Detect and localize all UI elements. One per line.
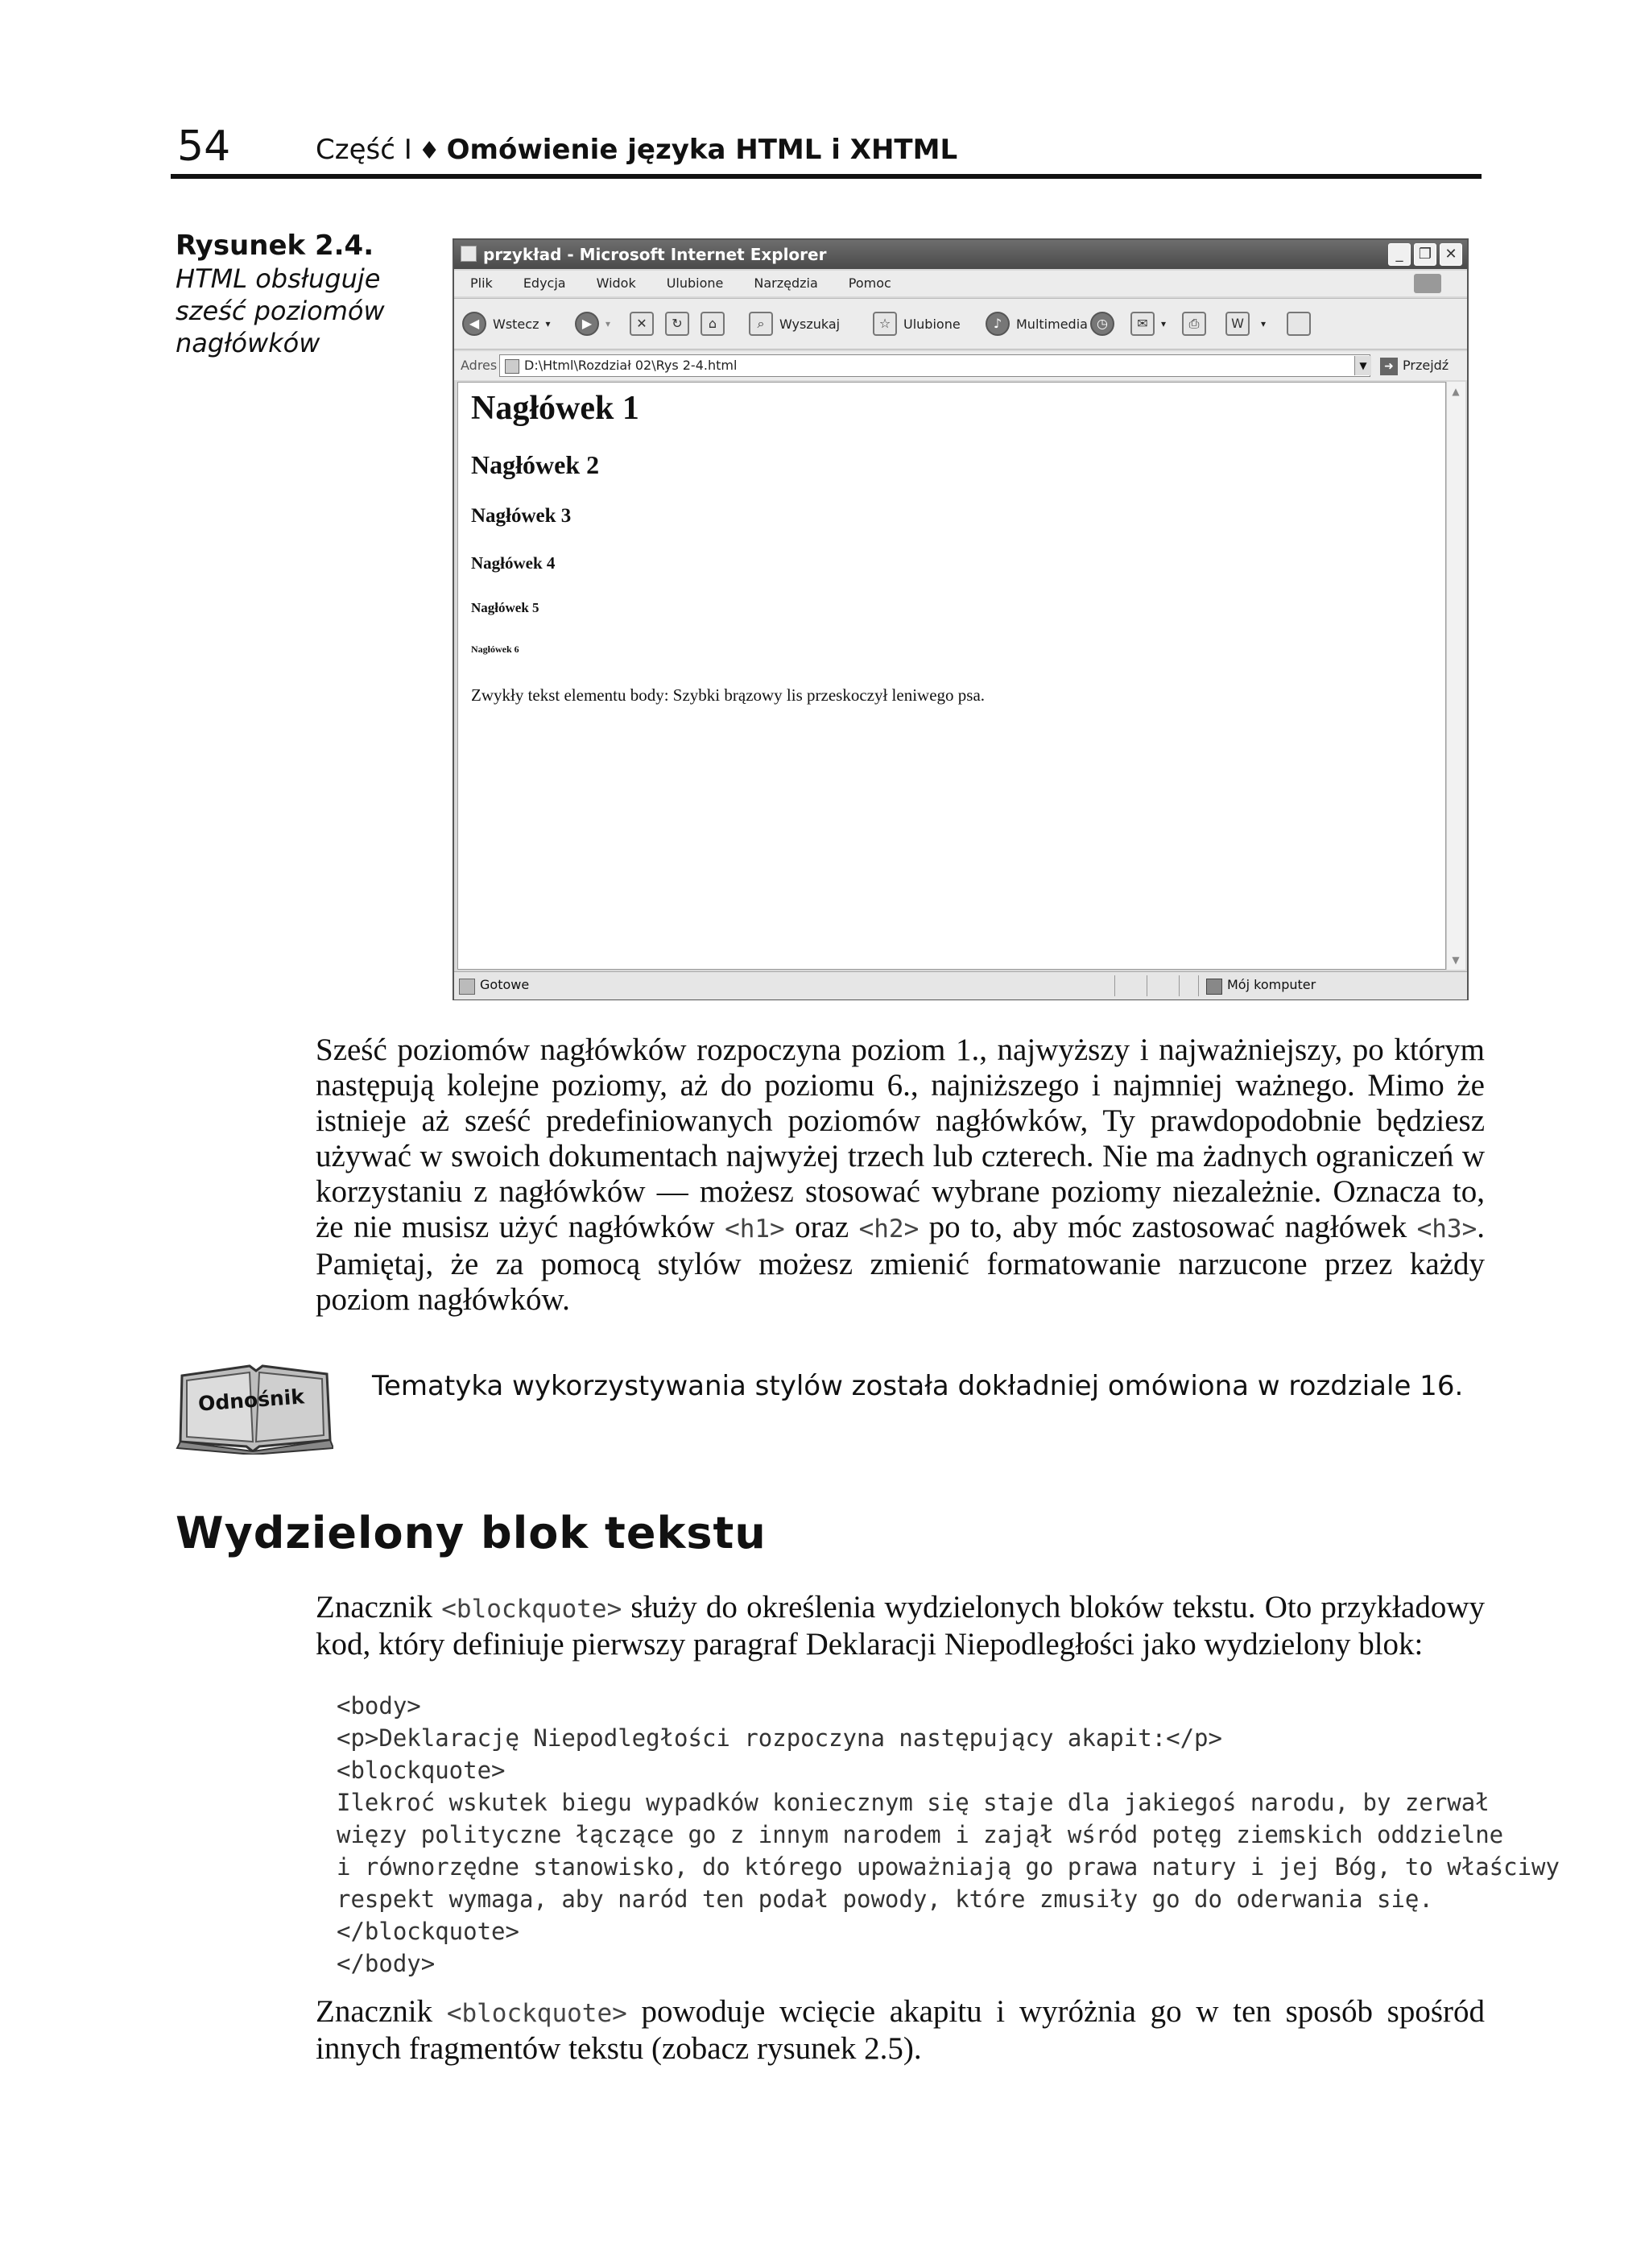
menu-ulubione[interactable]: Ulubione <box>666 275 724 291</box>
status-bar <box>454 971 1467 999</box>
browser-content <box>457 382 1446 970</box>
refresh-button[interactable] <box>665 310 696 337</box>
maximize-icon[interactable]: ❐ <box>1414 243 1436 266</box>
heading-4: Nagłówek 4 <box>471 553 556 573</box>
word-icon: W <box>1225 312 1250 336</box>
status-divider <box>1114 975 1115 996</box>
back-label: Wstecz <box>493 316 539 332</box>
code-h3: <h3> <box>1416 1215 1477 1244</box>
blank-page-icon <box>1287 312 1311 336</box>
stop-button[interactable] <box>630 310 660 337</box>
menu-plik[interactable]: Plik <box>470 275 493 291</box>
scroll-up-icon[interactable]: ▲ <box>1452 386 1460 397</box>
go-arrow-icon: ➜ <box>1380 358 1398 375</box>
text-run: Znacznik <box>316 1994 447 2029</box>
code-h2: <h2> <box>858 1215 920 1244</box>
printer-icon: ⎙ <box>1182 312 1206 336</box>
paragraph-blockquote-effect <box>316 1994 1485 2067</box>
go-button[interactable] <box>1380 356 1449 375</box>
address-label: Adres <box>461 358 498 373</box>
menu-narzedzia[interactable]: Narzędzia <box>754 275 818 291</box>
heading-2: Nagłówek 2 <box>471 450 600 479</box>
text-run: służy do określenia wydzielonych bloków tekstu. Oto przykładowy kod, który definiuje pierwszy paragraf Deklaracji Niepodległości jako wydzielony blok: <box>316 1590 1485 1662</box>
history-icon: ◷ <box>1090 312 1114 336</box>
diamond-separator: ♦ <box>418 137 440 165</box>
mail-icon: ✉ <box>1130 312 1155 336</box>
media-button[interactable] <box>986 310 1088 337</box>
note-text: Tematyka wykorzystywania stylów została dokładniej omówiona w rozdziale 16. <box>372 1370 1464 1402</box>
text-run: . Pamiętaj, że za pomocą stylów możesz zmienić formatowanie narzucone przez każdy poziom nagłówków. <box>316 1210 1485 1317</box>
mail-button[interactable]: ✉ ▾ <box>1130 310 1166 337</box>
paragraph-headings <box>316 1033 1485 1318</box>
code-blockquote: <blockquote> <box>446 1999 627 2028</box>
header-rule <box>171 174 1482 179</box>
page-done-icon <box>459 979 475 995</box>
search-icon: ⌕ <box>749 312 773 336</box>
figure-caption-text: HTML obsługuje sześć poziomów nagłówków <box>176 263 385 358</box>
browser-window <box>453 238 1469 1000</box>
home-button[interactable] <box>701 310 731 337</box>
text-run: po to, aby móc zastosować nagłówek <box>919 1210 1417 1244</box>
heading-1: Nagłówek 1 <box>471 390 639 427</box>
forward-button[interactable]: ▶ ▾ <box>575 310 610 337</box>
text-run: oraz <box>784 1210 859 1244</box>
body-text: Zwykły tekst elementu body: Szybki brązowy lis przeskoczył leniwego psa. <box>471 685 986 705</box>
text-run: powoduje wcięcie akapitu i wyróżnia go w ten sposób spośród innych fragmentów tekstu (zobacz rysunek 2.5). <box>316 1994 1485 2066</box>
address-bar <box>454 351 1467 380</box>
browser-toolbar <box>454 298 1467 350</box>
browser-title: przykład - Microsoft Internet Explorer <box>483 245 827 264</box>
code-listing: <body> <p>Deklarację Niepodległości rozpoczyna następujący akapit:</p> <blockquote> Ilekroć wskutek biegu wypadków koniecznym się staje dla jakiegoś narodu, by zerwał więzy polityczne łączące go z innym narodem i zajął wśród potęg ziemskich oddzielne i równorzędne stanowisko, do którego upoważniają go prawa natury i jej Bóg, to właściwy respekt wymaga, aby naród ten podał powody, które zmusiły go do oderwania się. </blockquote> </body> <box>337 1692 1560 1977</box>
book-title: Omówienie języka HTML i XHTML <box>446 134 958 166</box>
address-input[interactable] <box>499 354 1370 377</box>
heading-3: Nagłówek 3 <box>471 505 572 527</box>
heading-5: Nagłówek 5 <box>471 600 539 615</box>
text-run: Sześć poziomów nagłówków rozpoczyna poziom 1., najwyższy i najważniejszy, po którym następują kolejne poziomy, aż do poziomu 6., najniższego i najmniej ważnego. Mimo że istnieje aż sześć predefiniowanych poziomów nagłówków, Ty prawdopodobnie będziesz używać w swoich dokumentach najwyżej trzech lub czterech. Nie ma żadnych ograniczeń w korzystaniu z nagłówków — możesz stosować wybrane poziomy niezależnie. Oznacza to, że nie musisz użyć nagłówków <box>316 1033 1485 1244</box>
code-h1: <h1> <box>725 1215 785 1244</box>
close-icon[interactable]: ✕ <box>1440 243 1462 266</box>
figure-label: Rysunek 2.4. <box>176 230 374 262</box>
home-icon: ⌂ <box>701 312 725 336</box>
status-text: Gotowe <box>480 977 530 992</box>
browser-menu-bar <box>454 271 1467 296</box>
history-button[interactable] <box>1090 310 1121 337</box>
discuss-button[interactable] <box>1287 310 1317 337</box>
menu-widok[interactable]: Widok <box>596 275 636 291</box>
figure-caption <box>176 229 409 359</box>
edit-button[interactable]: W ▾ <box>1225 310 1266 337</box>
menu-edycja[interactable]: Edycja <box>523 275 566 291</box>
scroll-down-icon[interactable]: ▼ <box>1452 954 1460 966</box>
media-label: Multimedia <box>1016 316 1088 332</box>
menu-pomoc[interactable]: Pomoc <box>848 275 891 291</box>
address-dropdown-icon[interactable]: ▼ <box>1354 356 1371 375</box>
vertical-scrollbar[interactable] <box>1446 382 1465 970</box>
go-label: Przejdź <box>1403 358 1449 373</box>
search-button[interactable] <box>749 310 840 337</box>
zone-text: Mój komputer <box>1227 977 1316 992</box>
heading-6: Nagłówek 6 <box>471 644 519 655</box>
forward-arrow-icon: ▶ <box>575 312 599 336</box>
minimize-icon[interactable]: _ <box>1388 243 1411 266</box>
page-number: 54 <box>177 122 231 171</box>
back-arrow-icon: ◀ <box>462 312 486 336</box>
status-divider <box>1179 975 1180 996</box>
stop-icon: ✕ <box>630 312 654 336</box>
page-icon <box>505 359 519 374</box>
windows-flag-icon <box>1414 274 1441 293</box>
computer-icon <box>1206 979 1222 995</box>
favorites-button[interactable] <box>873 310 961 337</box>
status-divider <box>1198 975 1199 996</box>
paragraph-blockquote-intro <box>316 1590 1485 1662</box>
refresh-icon: ↻ <box>665 312 689 336</box>
part-label: Część I <box>316 134 412 166</box>
browser-title-bar <box>454 240 1467 269</box>
section-title: Wydzielony blok tekstu <box>176 1508 767 1558</box>
back-button[interactable]: ◀ Wstecz ▾ <box>462 310 551 337</box>
address-value: D:\Html\Rozdział 02\Rys 2-4.html <box>524 358 738 373</box>
ie-icon <box>461 246 477 262</box>
running-header <box>316 132 957 169</box>
media-icon: ♪ <box>986 312 1010 336</box>
favorites-label: Ulubione <box>903 316 961 332</box>
code-blockquote: <blockquote> <box>441 1595 622 1624</box>
print-button[interactable] <box>1182 310 1213 337</box>
search-label: Wyszukaj <box>779 316 841 332</box>
note-book-icon <box>176 1351 333 1455</box>
star-icon: ☆ <box>873 312 897 336</box>
text-run: Znacznik <box>316 1590 442 1624</box>
note-label: Odnośnik <box>197 1384 305 1416</box>
